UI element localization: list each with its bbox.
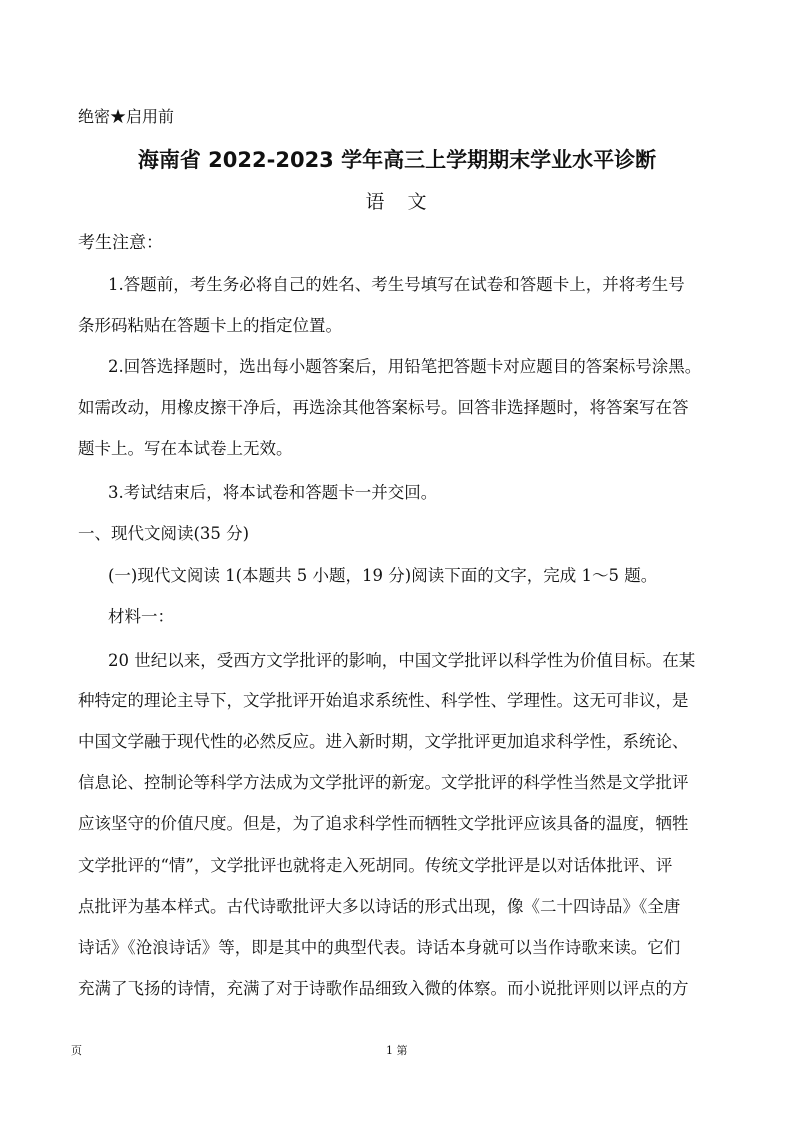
passage-line: 诗话》《沧浪诗话》等，即是其中的典型代表。诗话本身就可以当作诗歌来读。它们: [78, 938, 681, 957]
passage-line: 充满了飞扬的诗情，充满了对于诗歌作品细致入微的体察。而小说批评则以评点的方: [78, 979, 689, 998]
notice-heading: 考生注意：: [78, 233, 163, 253]
notice-item-2-line-2: 如需改动，用橡皮擦干净后，再选涂其他答案标号。回答非选择题时，将答案写在答: [78, 398, 689, 417]
passage-line: 中国文学融于现代性的必然反应。进入新时期，文学批评更加追求科学性，系统论、: [78, 732, 689, 751]
footer-page-label: 页: [71, 1044, 82, 1057]
passage-line: 应该坚守的价值尺度。但是，为了追求科学性而牺牲文学批评应该具备的温度，牺牲: [78, 814, 689, 833]
passage-line: 点批评为基本样式。古代诗歌批评大多以诗话的形式出现，像《二十四诗品》《全唐: [78, 897, 681, 916]
subject-title: 语 文: [365, 191, 429, 213]
passage-line: 种特定的理论主导下，文学批评开始追求系统性、科学性、学理性。这无可非议，是: [78, 691, 689, 710]
notice-item-2-line-3: 题卡上。写在本试卷上无效。: [78, 439, 293, 458]
section-sub-heading: (一)现代文阅读 1(本题共 5 小题，19 分)阅读下面的文字，完成 1～5 题。: [108, 566, 658, 585]
footer-page-number: 1 第: [386, 1044, 408, 1057]
passage-line: 信息论、控制论等科学方法成为文学批评的新宠。文学批评的科学性当然是文学批评: [78, 773, 689, 792]
notice-item-1-line-2: 条形码粘贴在答题卡上的指定位置。: [78, 316, 342, 335]
notice-item-2-line-1: 2.回答选择题时，选出每小题答案后，用铅笔把答题卡对应题目的答案标号涂黑。: [108, 357, 702, 376]
confidential-mark: 绝密★启用前: [78, 107, 175, 126]
passage-line: 文学批评的“情”，文学批评也就将走入死胡同。传统文学批评是以对话体批评、评: [78, 856, 673, 875]
exam-title: 海南省 2022-2023 学年高三上学期期末学业水平诊断: [137, 148, 657, 172]
notice-item-1-line-1: 1.答题前，考生务必将自己的姓名、考生号填写在试卷和答题卡上，并将考生号: [108, 275, 685, 294]
material-label: 材料一：: [108, 607, 174, 626]
notice-item-3-line-1: 3.考试结束后，将本试卷和答题卡一并交回。: [108, 483, 438, 502]
section-heading: 一、现代文阅读(35 分): [78, 524, 250, 543]
passage-line: 20 世纪以来，受西方文学批评的影响，中国文学批评以科学性为价值目标。在某: [108, 651, 696, 670]
